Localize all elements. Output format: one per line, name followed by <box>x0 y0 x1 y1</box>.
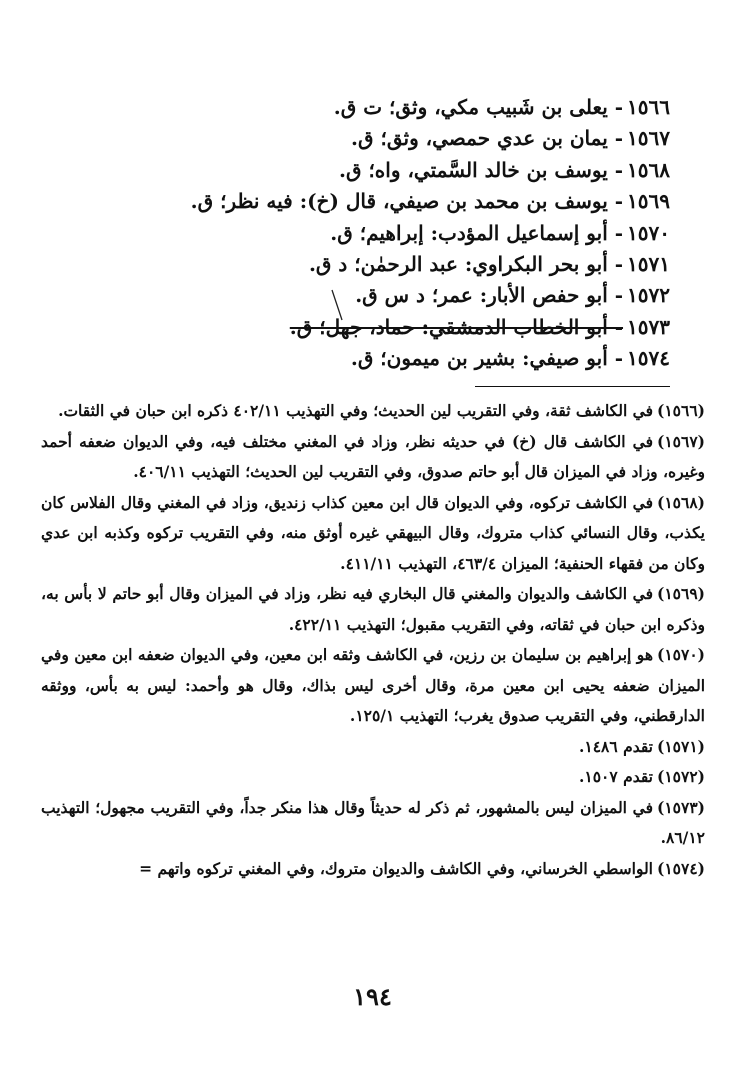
footnote-number: (١٥٦٨) <box>657 492 705 512</box>
entry-1573 <box>70 312 670 343</box>
footnote-text: تقدم ١٥٠٧. <box>578 767 653 786</box>
footnote-number: (١٥٦٦) <box>657 401 705 420</box>
entry-number: ١٥٧٤ <box>627 346 670 371</box>
footnote-1569 <box>41 579 705 640</box>
entry-number: ١٥٧٣ <box>627 314 670 339</box>
footnote-1566 <box>41 396 705 427</box>
footnote-number: (١٥٦٩) <box>657 584 705 603</box>
footnote-number: (١٥٧٠) <box>657 645 705 664</box>
entry-1572 <box>70 280 670 311</box>
footnote-text: هو إبراهيم بن سليمان بن رزين، في الكاشف وثقه ابن معين، وفي الديوان ضعفه ابن معين وفي الميزان ضعفه يحيى ابن معين مرة، وقال أخرى ليس بذاك، وقال هو وأحمد: ليس به بأس، ووثقه الدارقطني، وفي التقريب صدوق يغرب؛ التهذيب ١٢٥/١. <box>41 645 705 725</box>
entry-text: - أبو إسماعيل المؤدب: إبراهيم؛ ق. <box>330 220 624 245</box>
footnote-text: في الكاشف قال (خ) في حديثه نظر، وزاد في المغني مختلف فيه، وفي الديوان ضعفه أحمد وغيره، وزاد في الميزان قال أبو حاتم صدوق، وفي التقريب لين الحديث؛ التهذيب ٤٠٦/١١. <box>41 431 705 481</box>
entry-number: ١٥٧٢ <box>627 283 670 308</box>
footnote-1570 <box>41 640 705 732</box>
footnote-text: في الميزان ليس بالمشهور، ثم ذكر له حديثاً وقال هذا منكر جداً، وفي التقريب مجهول؛ التهذيب ٨٦/١٢. <box>41 797 705 847</box>
entry-number: ١٥٦٦ <box>627 95 670 119</box>
footnote-text: تقدم ١٤٨٦. <box>578 736 653 756</box>
footnote-1571 <box>41 732 705 763</box>
footnote-text: في الكاشف والديوان والمغني قال البخاري فيه نظر، وزاد في الميزان وقال أبو حاتم لا بأس به، وذكره ابن حبان في ثقاته، وفي التقريب مقبول؛ التهذيب ٤٢٢/١١. <box>41 584 705 634</box>
entry-text: - يوسف بن محمد بن صيفي، قال (خ): فيه نظر؛ ق. <box>190 189 624 214</box>
footnote-number: (١٥٦٧) <box>657 431 705 451</box>
footnote-number: (١٥٧٢) <box>657 767 705 786</box>
entry-1569 <box>70 186 670 217</box>
entry-number: ١٥٧١ <box>627 251 670 276</box>
footnote-text: الواسطي الخرساني، وفي الكاشف والديوان متروك، وفي المغني تركوه واتهم = <box>139 858 653 878</box>
entry-1570 <box>70 218 670 249</box>
entry-text: - يمان بن عدي حمصي، وثق؛ ق. <box>351 126 624 151</box>
footnote-divider <box>475 386 670 387</box>
entry-number: ١٥٦٨ <box>627 157 670 182</box>
entry-number: ١٥٧٠ <box>627 220 670 245</box>
entry-number: ١٥٦٧ <box>627 126 670 151</box>
entry-1571 <box>70 249 670 280</box>
entry-text: - أبو بحر البكراوي: عبد الرحمٰن؛ د ق. <box>308 251 624 276</box>
footnote-number: (١٥٧٣) <box>657 797 705 817</box>
footnote-1574 <box>41 854 705 885</box>
entry-1574 <box>70 343 670 374</box>
entry-text: - أبو صيفي: بشير بن ميمون؛ ق. <box>350 346 624 371</box>
footnotes <box>41 396 705 884</box>
footnote-1567 <box>41 427 705 488</box>
footnote-text: في الكاشف تركوه، وفي الديوان قال ابن معين كذاب زنديق، وزاد في المغني وقال الفلاس كان يكذب، وقال النسائي كذاب متروك، وقال البيهقي غيره أوثق منه، وفي التقريب تركوه وكذبه ابن عدي وكان من فقهاء الحنفية؛ الميزان ٤٦٣/٤، التهذيب ٤١١/١١. <box>41 492 705 573</box>
entry-text: - يعلى بن شَبيب مكي، وثق؛ ت ق. <box>333 95 624 119</box>
handwritten-slash-mark <box>330 288 344 322</box>
footnote-1572 <box>41 762 705 793</box>
entry-text: - أبو حفص الأبار: عمر؛ د س ق. <box>355 283 624 308</box>
narrator-entries <box>70 92 670 375</box>
entry-text-struck: - أبو الخطاب الدمشقي: حماد، جهل؛ ق. <box>289 314 624 339</box>
entry-1566 <box>70 92 670 123</box>
footnote-1573 <box>41 793 705 854</box>
footnote-text: في الكاشف ثقة، وفي التقريب لين الحديث؛ وفي التهذيب ٤٠٢/١١ ذكره ابن حبان في الثقات. <box>58 401 653 420</box>
entry-1568 <box>70 155 670 186</box>
entry-text: - يوسف بن خالد السَّمتي، واه؛ ق. <box>339 157 624 182</box>
footnote-number: (١٥٧٤) <box>657 858 705 878</box>
entry-number: ١٥٦٩ <box>627 189 670 214</box>
entry-1567 <box>70 123 670 154</box>
page-number: ١٩٤ <box>353 982 392 1011</box>
footnote-number: (١٥٧١) <box>657 736 705 756</box>
footnote-1568 <box>41 488 705 580</box>
